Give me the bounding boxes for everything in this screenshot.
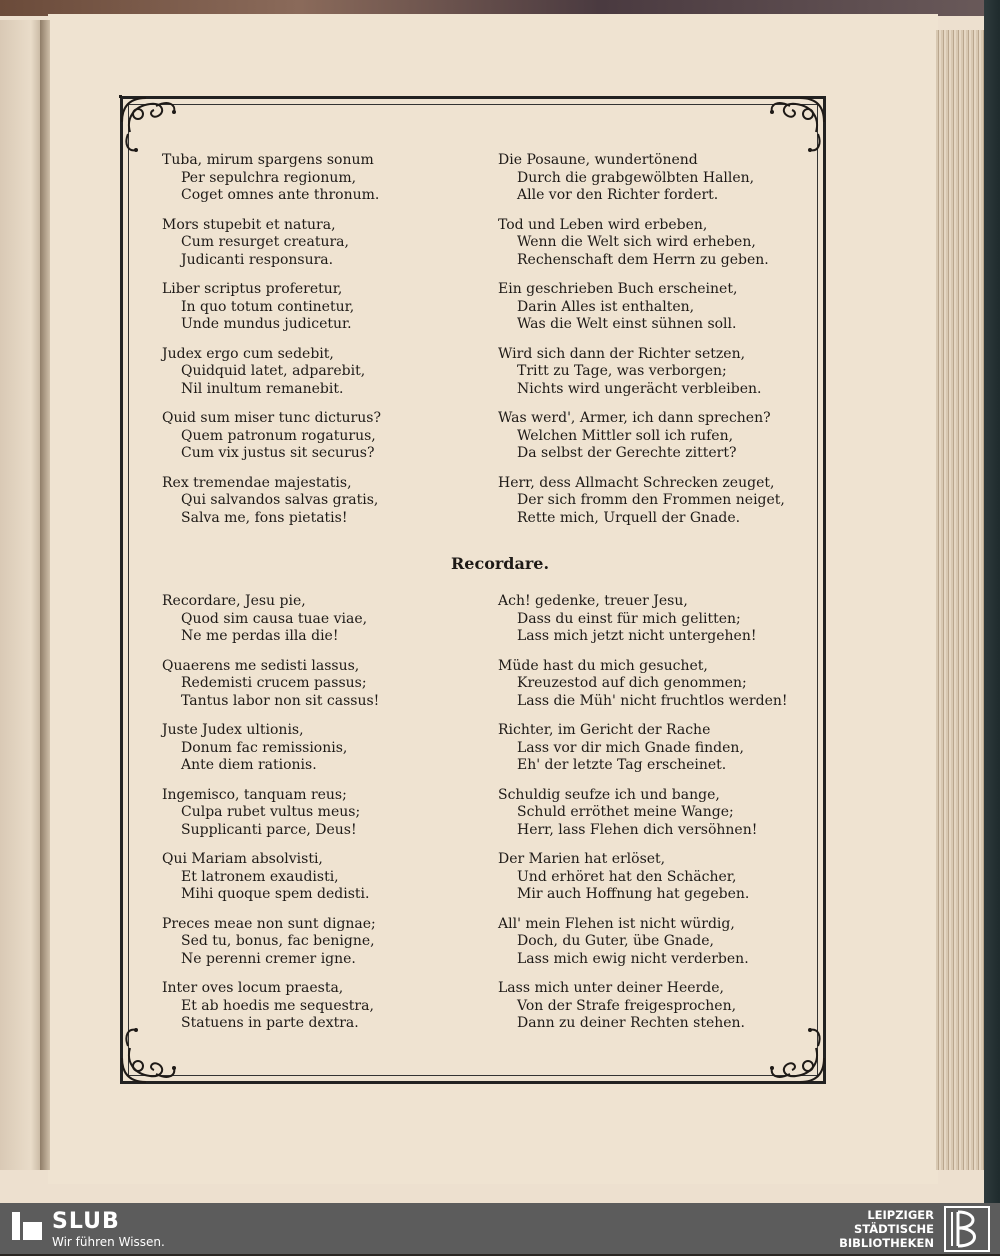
library-line: STÄDTISCHE	[853, 1222, 934, 1236]
corner-ornament-icon	[766, 92, 830, 156]
stanza	[498, 346, 818, 399]
stanza	[498, 787, 818, 840]
verse-line: Qui Mariam absolvisti,	[162, 851, 323, 867]
left-page-edge	[0, 20, 44, 1170]
verse-line: Was werd', Armer, ich dann sprechen?	[498, 410, 771, 426]
verse-line: Dass du einst für mich gelitten;	[517, 610, 741, 627]
stanza	[498, 593, 818, 646]
verse-line: Redemisti crucem passus;	[181, 675, 367, 691]
stanza	[162, 916, 452, 969]
stanza	[162, 346, 452, 399]
verse-line: Dann zu deiner Rechten stehen.	[517, 1015, 745, 1031]
verse-line: Müde hast du mich gesuchet,	[498, 657, 708, 674]
slub-tagline: Wir führen Wissen.	[52, 1235, 165, 1249]
verse-line: Liber scriptus proferetur,	[162, 281, 343, 297]
stanza	[498, 722, 818, 775]
corner-ornament-icon	[116, 92, 180, 156]
verse-line: In quo totum continetur,	[181, 298, 355, 315]
verse-line: Quid sum miser tunc dicturus?	[162, 410, 381, 426]
verse-line: Von der Strafe freigesprochen,	[517, 997, 737, 1014]
verse-line: Rette mich, Urquell der Gnade.	[517, 509, 741, 526]
verse-line: Juste Judex ultionis,	[162, 722, 304, 738]
verse-line: Supplicanti parce, Deus!	[181, 821, 357, 838]
stanza	[162, 152, 452, 205]
verse-line: Qui salvandos salvas gratis,	[181, 492, 379, 508]
verse-line: Wenn die Welt sich wird erheben,	[517, 234, 756, 250]
verse-line: Wird sich dann der Richter setzen,	[498, 345, 746, 362]
verse-line: Per sepulchra regionum,	[181, 169, 357, 186]
verse-line: Doch, du Guter, übe Gnade,	[517, 933, 714, 949]
page-gutter	[40, 20, 50, 1170]
verse-line: Recordare, Jesu pie,	[162, 593, 306, 609]
verse-line: Tuba, mirum spargens sonum	[162, 152, 374, 168]
verse-line: Ne perenni cremer igne.	[181, 950, 356, 967]
verse-line: Und erhöret hat den Schächer,	[517, 868, 737, 885]
verse-line: Ein geschrieben Buch erscheinet,	[498, 281, 738, 297]
verse-line: Der sich fromm den Frommen neiget,	[517, 492, 785, 508]
library-line: LEIPZIGER	[867, 1208, 934, 1222]
stanza	[162, 722, 452, 775]
verse-line: Rex tremendae majestatis,	[162, 474, 352, 491]
verse-line: Quod sim causa tuae viae,	[181, 610, 368, 627]
verse-line: Sed tu, bonus, fac benigne,	[181, 933, 375, 949]
verse-line: Rechenschaft dem Herrn zu geben.	[517, 251, 769, 268]
verse-line: Statuens in parte dextra.	[181, 1015, 359, 1031]
verse-line: Tod und Leben wird erbeben,	[498, 216, 708, 233]
verse-line: Mihi quoque spem dedisti.	[181, 886, 370, 902]
verse-line: Der Marien hat erlöset,	[498, 851, 666, 867]
stanza	[498, 851, 818, 904]
stanza	[162, 475, 452, 528]
stanza	[498, 916, 818, 969]
verse-line: Unde mundus judicetur.	[181, 316, 352, 332]
verse-line: Quem patronum rogaturus,	[181, 427, 376, 444]
library-logo-icon	[944, 1206, 990, 1252]
verse-line: Durch die grabgewölbten Hallen,	[517, 169, 755, 186]
stanza	[162, 410, 452, 463]
verse-line: Preces meae non sunt dignae;	[162, 915, 376, 932]
verse-line: Lass mich jetzt nicht untergehen!	[517, 628, 757, 644]
verse-line: Lass mich unter deiner Heerde,	[498, 980, 724, 996]
verse-line: Eh' der letzte Tag erscheinet.	[517, 757, 727, 773]
verse-line: Lass die Müh' nicht fruchtlos werden!	[517, 692, 788, 709]
stanza	[498, 281, 818, 334]
stanza	[498, 658, 818, 711]
stanza	[162, 593, 452, 646]
german-column-top	[498, 152, 818, 539]
stanza	[162, 281, 452, 334]
verse-line: All' mein Flehen ist nicht würdig,	[498, 915, 735, 932]
stanza	[498, 217, 818, 270]
slub-logo-icon	[12, 1212, 42, 1240]
verse-line: Cum resurget creatura,	[181, 234, 349, 250]
slub-name: SLUB	[52, 1209, 120, 1234]
verse-line: Salva me, fons pietatis!	[181, 509, 348, 526]
stanza	[162, 851, 452, 904]
stanza	[498, 410, 818, 463]
verse-line: Et ab hoedis me sequestra,	[181, 997, 374, 1014]
verse-line: Mors stupebit et natura,	[162, 216, 336, 233]
stanza	[498, 152, 818, 205]
stanza	[162, 217, 452, 270]
verse-line: Judex ergo cum sedebit,	[162, 345, 334, 362]
german-column-bottom	[498, 593, 818, 1045]
verse-line: Schuldig seufze ich und bange,	[498, 786, 720, 803]
verse-line: Ne me perdas illa die!	[181, 628, 339, 644]
verse-line: Darin Alles ist enthalten,	[517, 298, 695, 315]
verse-line: Ingemisco, tanquam reus;	[162, 786, 347, 803]
footer-bar	[0, 1203, 1000, 1254]
section-heading: Recordare.	[450, 554, 550, 573]
verse-line: Culpa rubet vultus meus;	[181, 804, 361, 820]
verse-line: Quaerens me sedisti lassus,	[162, 657, 360, 674]
stanza	[162, 787, 452, 840]
verse-line: Nichts wird ungerächt verbleiben.	[517, 380, 762, 397]
library-name	[839, 1208, 934, 1250]
book-cover-edge	[984, 0, 1000, 1203]
verse-line: Alle vor den Richter fordert.	[517, 187, 719, 203]
verse-line: Lass vor dir mich Gnade finden,	[517, 739, 744, 756]
verse-line: Donum fac remissionis,	[181, 739, 348, 756]
verse-line: Quidquid latet, adparebit,	[181, 363, 366, 379]
verse-line: Ante diem rationis.	[181, 757, 317, 773]
verse-line: Judicanti responsura.	[181, 251, 334, 268]
stanza	[498, 980, 818, 1033]
verse-line: Coget omnes ante thronum.	[181, 187, 380, 203]
verse-line: Kreuzestod auf dich genommen;	[517, 675, 747, 691]
latin-column-bottom	[162, 593, 452, 1045]
verse-line: Richter, im Gericht der Rache	[498, 722, 711, 738]
verse-line: Tantus labor non sit cassus!	[181, 692, 380, 709]
stanza	[162, 980, 452, 1033]
verse-line: Lass mich ewig nicht verderben.	[517, 950, 749, 967]
verse-line: Was die Welt einst sühnen soll.	[517, 316, 737, 332]
verse-line: Schuld erröthet meine Wange;	[517, 804, 734, 820]
verse-line: Cum vix justus sit securus?	[181, 445, 375, 461]
verse-line: Tritt zu Tage, was verborgen;	[517, 363, 727, 379]
latin-column-top	[162, 152, 452, 539]
verse-line: Mir auch Hoffnung hat gegeben.	[517, 886, 750, 902]
library-line: BIBLIOTHEKEN	[839, 1236, 934, 1250]
verse-line: Nil inultum remanebit.	[181, 380, 344, 397]
stanza	[162, 658, 452, 711]
verse-line: Herr, lass Flehen dich versöhnen!	[517, 821, 758, 838]
verse-line: Ach! gedenke, treuer Jesu,	[498, 593, 688, 609]
verse-line: Welchen Mittler soll ich rufen,	[517, 427, 734, 444]
verse-line: Herr, dess Allmacht Schrecken zeuget,	[498, 474, 775, 491]
verse-line: Et latronem exaudisti,	[181, 868, 339, 885]
stanza	[498, 475, 818, 528]
verse-line: Da selbst der Gerechte zittert?	[517, 445, 737, 461]
verse-line: Inter oves locum praesta,	[162, 980, 344, 996]
verse-line: Die Posaune, wundertönend	[498, 152, 698, 168]
